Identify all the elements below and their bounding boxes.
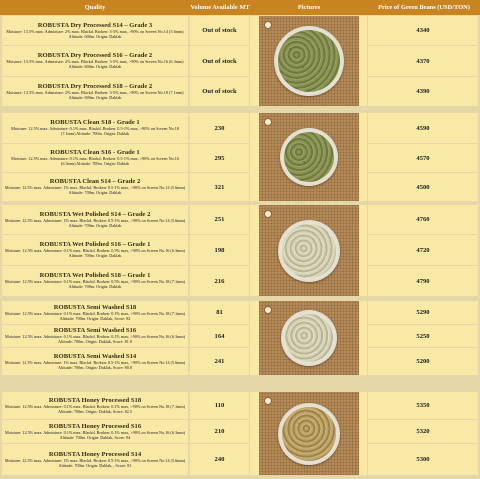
product-title: ROBUSTA Wet Polished S16 – Grade 1 [39, 241, 151, 249]
product-title: ROBUSTA Semi Washed S14 [53, 352, 137, 360]
picture-cell [250, 16, 367, 106]
table-row [0, 420, 480, 443]
coffee-beans [282, 407, 336, 461]
price-cell: 5350 [368, 392, 478, 419]
quality-cell [2, 348, 188, 375]
product-spec: Moisture: 13.5% max. Admixture: 2% max. Blackd. Broken: 3-5% max, >90% on Screen No.14 (5.6mm) Altitude: 600m. Origin: Daklak [6, 28, 184, 39]
volume-cell: Out of stock [190, 77, 249, 106]
product-title: ROBUSTA Honey Processed S18 [48, 396, 142, 404]
quality-cell [2, 325, 188, 347]
volume-cell: 241 [190, 348, 249, 375]
product-title: ROBUSTA Wet Polished S14 – Grade 2 [39, 210, 151, 218]
price-cell: 4720 [368, 235, 478, 265]
product-title: ROBUSTA Wet Polished S18 – Grade 1 [39, 272, 151, 280]
table-row [0, 301, 480, 324]
table-row [0, 173, 480, 201]
volume-cell: 81 [190, 301, 249, 324]
coffee-beans [278, 30, 340, 92]
price-cell: 4790 [368, 266, 478, 296]
quality-cell [2, 235, 188, 265]
table-row [0, 235, 480, 265]
product-spec: Moisture: 12.5% max. Admixture: 0.1% max. Blackd. Broken: 0.1% max, >90% on Screen No.16 (6.3mm) Altitude: 700m. Origin: Daklak, Score: 84 [5, 429, 185, 440]
product-title: ROBUSTA Dry Processed S18 – Grade 2 [37, 82, 153, 90]
price-cell: 5320 [368, 420, 478, 443]
quality-cell [2, 420, 188, 443]
table-row [0, 266, 480, 296]
quality-cell [2, 266, 188, 296]
volume-cell: 251 [190, 205, 249, 234]
volume-cell: 216 [190, 266, 249, 296]
quality-cell [2, 46, 188, 76]
bean-bowl [281, 310, 337, 366]
product-spec: Moisture: 12.5% max. Admixture: 0.1% max. Blackd. Broken: 0.1% max, >90% on Screen No.16 (6.3mm) Altitude: 700m. Origin: Daklak, Score: 81.8 [5, 334, 185, 344]
table-row [0, 16, 480, 45]
table-header [0, 0, 480, 15]
quality-cell [2, 392, 188, 419]
table-row [0, 77, 480, 106]
quality-cell [2, 301, 188, 324]
volume-cell: Out of stock [190, 46, 249, 76]
picture-cell [250, 205, 367, 296]
price-cell: 4390 [368, 77, 478, 106]
quality-cell [2, 444, 188, 475]
table-row [0, 348, 480, 375]
table-row [0, 392, 480, 419]
quality-cell [2, 77, 188, 106]
product-spec: Moisture: 12.5% max. Admixture: 0.1% max. Blackd. Broken: 0.1% max, >90% on Screen No.18 (7.1mm) Altitude: 700m. Origin: Daklak, Score: 82 [5, 310, 185, 321]
brand-logo-icon [264, 306, 272, 314]
volume-cell: 110 [190, 392, 249, 419]
product-title: ROBUSTA Clean S18 - Grade 1 [50, 119, 140, 127]
quality-cell [2, 144, 188, 172]
price-cell: 5300 [368, 444, 478, 475]
price-cell: 4570 [368, 144, 478, 172]
brand-logo-icon [264, 21, 272, 29]
price-cell: 5250 [368, 325, 478, 347]
product-title: ROBUSTA Semi Washed S16 [53, 327, 137, 335]
product-title: ROBUSTA Clean S14 – Grade 2 [49, 178, 141, 186]
product-spec: Moisture: 12.5% max. Admixture: 1% max. Blackd. Broken: 0.5-1% max, >90% on Screen No.14 (5.6mm) Altitude: 700m. Origin: Daklak [4, 217, 186, 228]
clean-beans-photo [259, 113, 359, 201]
product-spec: Moisture: 13.5% max. Admixture: 2% max. Blackd. Broken: 3-5% max, >90% on Screen No.18 (7.1mm) Altitude: 600m. Origin: Daklak [6, 89, 184, 100]
semi-washed-beans-photo [259, 301, 359, 375]
quality-cell [2, 205, 188, 234]
wet-polished-beans-photo [259, 205, 359, 296]
volume-cell: 164 [190, 325, 249, 347]
picture-cell [250, 113, 367, 201]
price-cell: 4590 [368, 113, 478, 143]
header-pictures: Pictures [297, 3, 321, 11]
volume-cell: 230 [190, 113, 249, 143]
product-title: ROBUSTA Dry Processed S14 – Grade 3 [37, 21, 153, 29]
product-spec: Moisture: 12.5% max. Admixture: 0.1% max. Blackd. Broken: 0.5-1% max, >90% on Screen No.18 (7.1mm) Altitude: 700m. Origin: Daklak [11, 126, 179, 136]
product-title: ROBUSTA Semi Washed S18 [53, 303, 137, 311]
product-spec: Moisture: 12.5% max. Admixture: 1% max. Blackd. Broken: 0.5-1% max, >90% on Screen No.14 (5.6mm) Altitude: 700m. Origin: Daklak [4, 185, 186, 195]
header-price: Price of Green Beans (USD/TON) [378, 3, 470, 11]
volume-cell: 240 [190, 444, 249, 475]
volume-cell: Out of stock [190, 16, 249, 45]
price-cell: 5200 [368, 348, 478, 375]
price-cell: 4760 [368, 205, 478, 234]
bean-bowl [278, 403, 340, 465]
coffee-beans [282, 224, 336, 278]
bean-bowl [274, 26, 344, 96]
product-title: ROBUSTA Clean S16 - Grade 1 [50, 149, 140, 157]
header-volume: Volume Available MT [190, 3, 250, 11]
brand-logo-icon [264, 397, 272, 405]
brand-logo-icon [264, 118, 272, 126]
price-cell: 4340 [368, 16, 478, 45]
header-quality: Quality [84, 3, 106, 11]
bean-bowl [278, 220, 340, 282]
product-spec: Moisture: 12.5% max. Admixture: 1% max. Blackd. Broken: 0.5-1% max, >90% on Screen No.14 (5.6mm) Altitude: 700m. Origin: Daklak, , Score: 81 [4, 457, 186, 468]
product-title: ROBUSTA Honey Processed S16 [48, 422, 142, 430]
picture-cell [250, 301, 367, 375]
table-row [0, 46, 480, 76]
table-row [0, 444, 480, 475]
volume-cell: 321 [190, 173, 249, 201]
price-cell: 4370 [368, 46, 478, 76]
table-row [0, 325, 480, 347]
product-title: ROBUSTA Honey Processed S14 [48, 450, 142, 458]
table-row [0, 144, 480, 172]
volume-cell: 198 [190, 235, 249, 265]
product-spec: Moisture: 12.5% max. Admixture: 0.1% max. Blackd. Broken: 0.5-1% max, >90% on Screen No.16 (6.3mm) Altitude: 700m. Origin: Daklak [11, 156, 179, 166]
product-spec: Moisture: 12.5% max. Admixture: 0.1% max. Blackd. Broken: 0.1% max, >90% on Screen No.18 (7.1mm) Altitude: 700m. Origin: Daklak, Score: 82.5 [5, 403, 185, 414]
product-spec: Moisture: 12.5% max. Admixture: 0.1% max. Blackd. Broken: 0.5% max, >90% on Screen No.16 (6.3mm) Altitude: 700m. Origin: Daklak [5, 248, 185, 258]
coffee-beans [285, 314, 333, 362]
brand-logo-icon [264, 210, 272, 218]
quality-cell [2, 113, 188, 143]
coffee-beans [284, 132, 334, 182]
product-title: ROBUSTA Dry Processed S16 – Grade 2 [37, 52, 153, 60]
bean-bowl [280, 128, 338, 186]
product-spec: Moisture: 12.5% max. Admixture: 1% max. Blackd. Broken: 0.5-1% max, >90% on Screen No.14 (5.6mm) Altitude: 700m. Origin: Daklak, Score: 80.8 [4, 359, 186, 370]
quality-cell [2, 173, 188, 201]
price-cell: 4500 [368, 173, 478, 201]
price-cell: 5290 [368, 301, 478, 324]
product-spec: Moisture: 12.5% max. Admixture: 0.1% max. Blackd. Broken: 0.5% max, >90% on Screen No.18 (7.1mm) Altitude: 700m. Origin: Daklak [5, 279, 185, 289]
picture-cell [250, 392, 367, 475]
volume-cell: 295 [190, 144, 249, 172]
table-row [0, 205, 480, 234]
product-spec: Moisture: 13.5% max. Admixture: 2% max. Blackd. Broken: 3-5% max, >90% on Screen No.16 (6.3mm) Altitude: 600m. Origin: Daklak [6, 59, 184, 69]
quality-cell [2, 16, 188, 45]
table-row [0, 113, 480, 143]
dry-processed-beans-photo [259, 16, 359, 106]
honey-processed-beans-photo [259, 392, 359, 475]
volume-cell: 210 [190, 420, 249, 443]
